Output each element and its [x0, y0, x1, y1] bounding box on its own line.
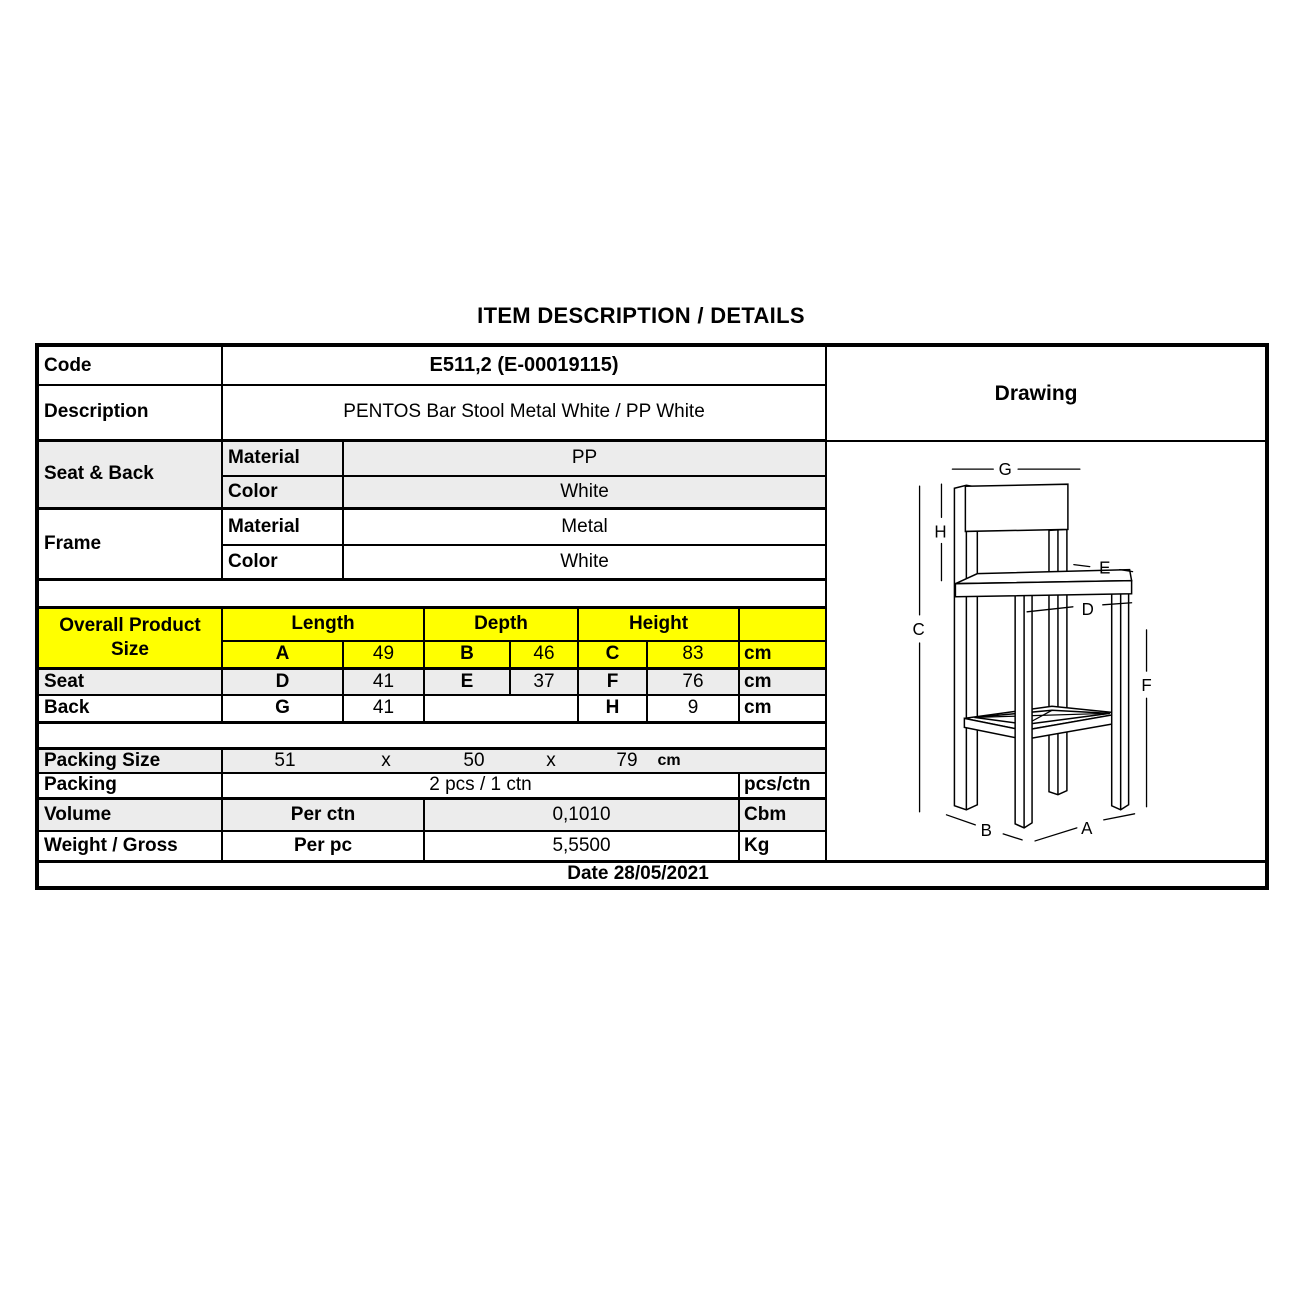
back-unit: cm — [739, 695, 826, 722]
dim-label-h-icon: H — [934, 522, 947, 542]
dim-label-g-icon: G — [998, 460, 1012, 480]
packing-unit: pcs/ctn — [739, 773, 826, 799]
size-a-key: A — [222, 641, 343, 668]
seat-d-key: D — [222, 668, 343, 695]
page-title: ITEM DESCRIPTION / DETAILS — [477, 303, 805, 328]
seat-e-key: E — [424, 668, 510, 695]
size-c-value: 83 — [647, 641, 739, 668]
packing-size-x2: x — [546, 749, 556, 771]
seat-back-material-label: Material — [222, 440, 343, 476]
back-h-key: H — [578, 695, 647, 722]
code-label: Code — [37, 345, 222, 385]
dim-label-b-icon: B — [980, 820, 992, 840]
depth-header: Depth — [424, 607, 578, 641]
drawing-panel — [826, 345, 1267, 862]
volume-unit: Cbm — [739, 799, 826, 831]
seat-row-label: Seat — [37, 668, 222, 695]
stool-drawing — [827, 442, 1264, 854]
packing-label: Packing — [37, 773, 222, 799]
dim-label-e-icon: E — [1099, 558, 1111, 578]
dim-label-c-icon: C — [912, 619, 925, 639]
back-row-label: Back — [37, 695, 222, 722]
packing-size-values — [222, 748, 826, 773]
code-row — [37, 345, 1267, 385]
dim-label-d-icon: D — [1081, 599, 1094, 619]
length-header: Length — [222, 607, 424, 641]
size-c-key: C — [578, 641, 647, 668]
frame-color-label: Color — [222, 545, 343, 579]
weight-label: Weight / Gross — [37, 831, 222, 862]
seat-f-key: F — [578, 668, 647, 695]
date-value: Date 28/05/2021 — [37, 862, 1267, 888]
spacer — [37, 579, 826, 607]
code-value: E511,2 (E-00019115) — [222, 345, 826, 385]
spec-table — [35, 343, 1269, 890]
height-header: Height — [578, 607, 739, 641]
size-a-value: 49 — [343, 641, 424, 668]
seat-d-value: 41 — [343, 668, 424, 695]
size-header-unit-cell — [739, 607, 826, 641]
seat-f-value: 76 — [647, 668, 739, 695]
seat-back-color-label: Color — [222, 476, 343, 509]
date-row — [37, 862, 1267, 888]
weight-value: 5,5500 — [424, 831, 739, 862]
back-depth-empty-cell — [424, 695, 578, 722]
weight-per: Per pc — [222, 831, 424, 862]
spacer — [37, 722, 826, 748]
frame-color-value: White — [343, 545, 826, 579]
seat-e-value: 37 — [510, 668, 578, 695]
frame-material-value: Metal — [343, 509, 826, 546]
overall-product-size-label: Overall Product Size — [37, 607, 222, 668]
weight-unit: Kg — [739, 831, 826, 862]
packing-size-v3: 79 — [616, 749, 638, 771]
packing-value: 2 pcs / 1 ctn — [222, 773, 739, 799]
description-label: Description — [37, 385, 222, 440]
packing-size-label: Packing Size — [37, 748, 222, 773]
volume-label: Volume — [37, 799, 222, 831]
packing-size-v1: 51 — [274, 749, 296, 771]
volume-value: 0,1010 — [424, 799, 739, 831]
back-g-value: 41 — [343, 695, 424, 722]
volume-per: Per ctn — [222, 799, 424, 831]
size-b-key: B — [424, 641, 510, 668]
size-unit: cm — [739, 641, 826, 668]
size-b-value: 46 — [510, 641, 578, 668]
packing-size-unit: cm — [657, 751, 681, 769]
seat-unit: cm — [739, 668, 826, 695]
seat-back-material-value: PP — [343, 440, 826, 476]
drawing-header-title: Drawing — [827, 347, 1265, 442]
back-g-key: G — [222, 695, 343, 722]
back-h-value: 9 — [647, 695, 739, 722]
packing-size-x1: x — [381, 749, 391, 771]
description-value: PENTOS Bar Stool Metal White / PP White — [222, 385, 826, 440]
dim-label-f-icon: F — [1141, 676, 1152, 696]
stool-backrest — [965, 484, 1068, 531]
seat-back-label: Seat & Back — [37, 440, 222, 509]
packing-size-v2: 50 — [463, 749, 485, 771]
frame-material-label: Material — [222, 509, 343, 546]
dim-label-a-icon: A — [1081, 818, 1093, 838]
seat-back-color-value: White — [343, 476, 826, 509]
frame-label: Frame — [37, 509, 222, 580]
